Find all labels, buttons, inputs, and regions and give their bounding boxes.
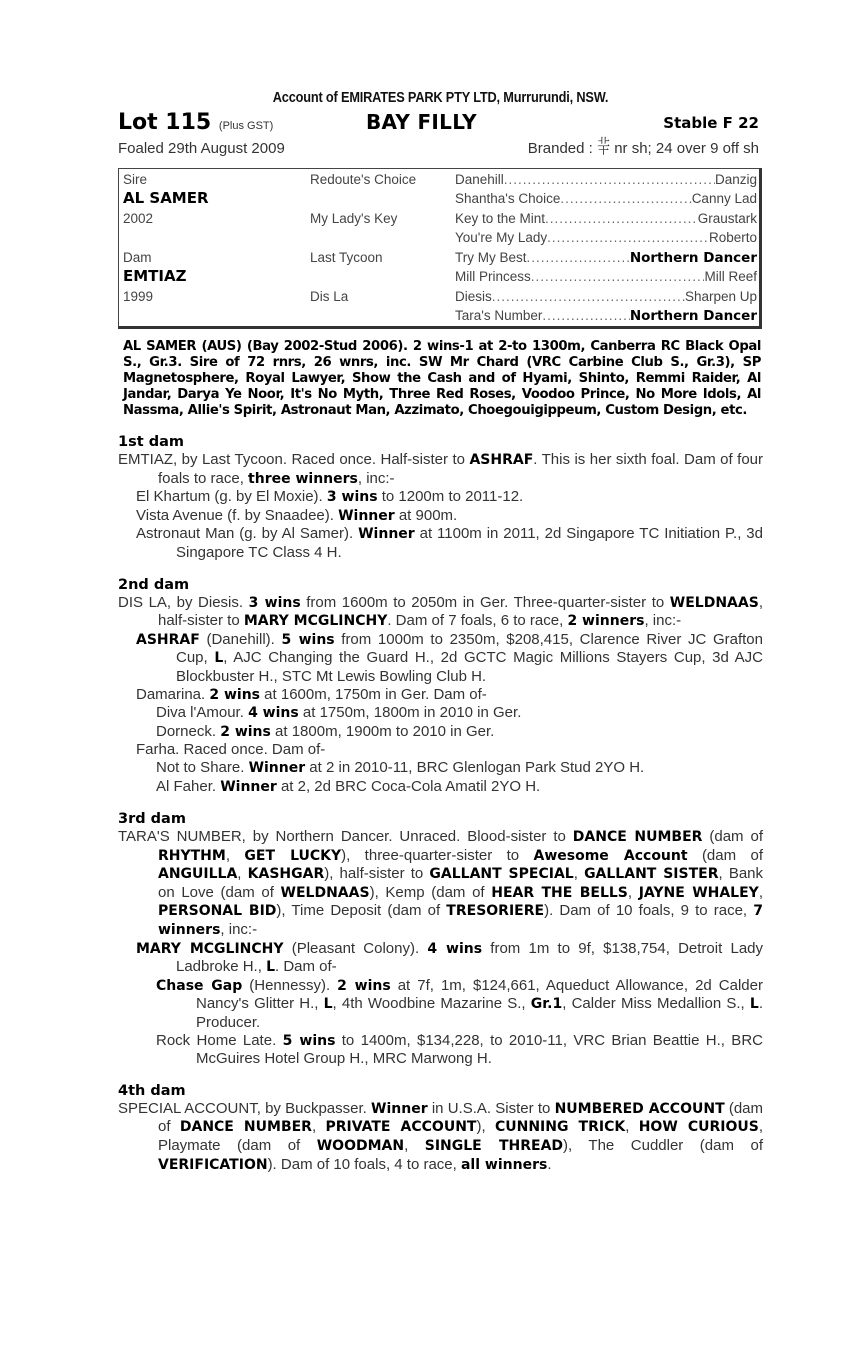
gen3-row <box>455 308 757 324</box>
gen3-row <box>455 289 757 304</box>
progeny-entry: ASHRAF (Danehill). 5 wins from 1000m to 2350m, $208,415, Clarence River JC Grafton Cup, L, AJC Changing the Guard H., 2d GCTC Magic Millions Stayers Cup, 3d AJC Blockbuster H., STC Mt Lewis Bowling Club H. <box>136 630 764 685</box>
section-heading: 2nd dam <box>118 576 190 593</box>
progeny-entry: MARY MCGLINCHY (Pleasant Colony). 4 wins from 1m to 9f, $138,754, Detroit Lady Ladbroke H., L. Dam of- <box>136 939 764 976</box>
gen3-name: Try My Best <box>455 250 527 265</box>
gen3-sire: Graustark <box>697 211 757 226</box>
horse-description: BAY FILLY <box>366 110 477 134</box>
section-heading: 3rd dam <box>118 811 186 828</box>
gen3-row <box>455 269 757 284</box>
grand-progeny-entry: Diva l'Amour. 4 wins at 1750m, 1800m in 2010 in Ger. <box>156 704 522 722</box>
gen3-row <box>455 230 757 245</box>
sire-label: Sire <box>123 172 148 187</box>
sire-sire: Redoute's Choice <box>310 172 417 187</box>
dam-name: EMTIAZ <box>123 267 187 285</box>
dam-year: 1999 <box>123 289 154 304</box>
lot-number <box>118 110 273 135</box>
sire-summary: AL SAMER (AUS) (Bay 2002-Stud 2006). 2 wins-1 at 2-to 1300m, Canberra RC Black Opal S., Gr.3. Sire of 72 rnrs, 26 wnrs, inc. SW Mr Chard (VRC Carbine Club S., Gr.3), SP Magnetosphere, Royal Lawyer, Show the Cash and of Hyami, Shinto, Remmi Raider, Al Jandar, Darya Ye Noor, It's No Myth, Three Red Roses, Voodoo Prince, No More Idols, Al Nassma, Allie's Spirit, Astronaut Man, Azzimato, Choegouigippeum, Custom Design, etc. <box>123 339 761 418</box>
lot-header-row <box>118 110 763 138</box>
branded-info <box>527 135 759 158</box>
first-dam-section <box>118 433 763 562</box>
grand-progeny-entry: Rock Home Late. 5 wins to 1400m, $134,228, to 2010-11, VRC Brian Beattie H., BRC McGuires Hotel Group H., MRC Marwong H. <box>156 1031 763 1068</box>
progeny-entry: Damarina. 2 wins at 1600m, 1750m in Ger. Dam of- <box>136 685 487 703</box>
dam-intro: SPECIAL ACCOUNT, by Buckpasser. Winner in U.S.A. Sister to NUMBERED ACCOUNT (dam of DANCE NUMBER, PRIVATE ACCOUNT), CUNNING TRICK, HOW CURIOUS, Playmate (dam of WOODMAN, SINGLE THREAD), The Cuddler (dam of VERIFICATION). Dam of 10 foals, 4 to race, all winners. <box>118 1099 764 1173</box>
dam-sire: Last Tycoon <box>310 250 383 265</box>
grand-progeny-entry: Al Faher. Winner at 2, 2d BRC Coca-Cola Amatil 2YO H. <box>156 777 541 795</box>
progeny-entry: El Khartum (g. by El Moxie). 3 wins to 1200m to 2011-12. <box>136 488 524 506</box>
sire-dam: My Lady's Key <box>310 211 398 226</box>
second-dam-section <box>118 576 763 797</box>
brand-mark-icon: ⺸ <box>597 135 611 158</box>
gen3-row <box>455 211 757 226</box>
stable-number: Stable F 22 <box>663 114 759 132</box>
third-dam-section <box>118 810 763 1068</box>
section-heading: 4th dam <box>118 1082 186 1099</box>
sire-name: AL SAMER <box>123 189 209 207</box>
gen3-sire: Northern Dancer <box>629 250 757 266</box>
grand-progeny-entry: Not to Share. Winner at 2 in 2010-11, BRC Glenlogan Park Stud 2YO H. <box>156 758 645 776</box>
gen3-sire: Roberto <box>708 230 757 245</box>
gen3-sire: Danzig <box>714 172 757 187</box>
gen3-name: Danehill <box>455 172 504 187</box>
branded-details: nr sh; 24 over 9 off sh <box>614 140 759 157</box>
gen3-sire: Canny Lad <box>691 191 757 206</box>
dam-intro: EMTIAZ, by Last Tycoon. Raced once. Half-sister to ASHRAF. This is her sixth foal. Dam of four foals to race, three winners, inc:- <box>118 451 764 487</box>
pedigree-table <box>118 168 762 329</box>
progeny-entry: Astronaut Man (g. by Al Samer). Winner at 1100m in 2011, 2d Singapore TC Initiation P., 3d Singapore TC Class 4 H. <box>136 525 763 561</box>
grand-progeny-entry: Chase Gap (Hennessy). 2 wins at 7f, 1m, $124,661, Aqueduct Allowance, 2d Calder Nancy's Glitter H., L, 4th Woodbine Mazarine S., Gr.1, Calder Miss Medallion S., L. Producer. <box>156 976 763 1032</box>
gen3-sire: Sharpen Up <box>684 289 757 304</box>
gen3-name: Mill Princess <box>455 269 531 284</box>
branded-label: Branded : <box>527 140 593 157</box>
sire-year: 2002 <box>123 211 154 226</box>
dam-label: Dam <box>123 250 152 265</box>
gen3-sire: Northern Dancer <box>629 308 757 324</box>
progeny-entry: Farha. Raced once. Dam of- <box>136 741 326 759</box>
section-heading: 1st dam <box>118 434 184 450</box>
catalogue-page <box>118 88 763 1174</box>
gen3-name: Key to the Mint <box>455 211 546 226</box>
fourth-dam-section <box>118 1082 763 1174</box>
foaled-row <box>118 135 763 162</box>
dam-dam: Dis La <box>310 289 349 304</box>
gen3-row <box>455 250 757 266</box>
gen3-name: You're My Lady <box>455 230 548 245</box>
gen3-sire: Mill Reef <box>704 269 757 284</box>
gen3-row <box>455 172 757 187</box>
dam-intro: TARA'S NUMBER, by Northern Dancer. Unraced. Blood-sister to DANCE NUMBER (dam of RHYTHM, GET LUCKY), three-quarter-sister to Awesome Account (dam of ANGUILLA, KASHGAR), half-sister to GALLANT SPECIAL, GALLANT SISTER, Bank on Love (dam of WELDNAAS), Kemp (dam of HEAR THE BELLS, JAYNE WHALEY, PERSONAL BID), Time Deposit (dam of TRESORIERE). Dam of 10 foals, 9 to race, 7 winners, inc:- <box>118 828 764 939</box>
gen3-name: Shantha's Choice <box>455 191 561 206</box>
foaled-date: Foaled 29th August 2009 <box>118 140 285 157</box>
gen3-row <box>455 191 757 206</box>
grand-progeny-entry: Dorneck. 2 wins at 1800m, 1900m to 2010 in Ger. <box>156 722 495 740</box>
lot-gst-note: (Plus GST) <box>218 120 274 132</box>
gen3-name: Diesis <box>455 289 492 304</box>
vendor-account: Account of EMIRATES PARK PTY LTD, Murrurundi, NSW. <box>272 90 609 106</box>
dam-intro: DIS LA, by Diesis. 3 wins from 1600m to 2050m in Ger. Three-quarter-sister to WELDNAAS, half-sister to MARY MCGLINCHY. Dam of 7 foals, 6 to race, 2 winners, inc:- <box>118 593 763 630</box>
gen3-name: Tara's Number <box>455 308 543 323</box>
progeny-entry: Vista Avenue (f. by Snaadee). Winner at 900m. <box>136 506 458 524</box>
lot-label: Lot 115 <box>118 110 212 135</box>
